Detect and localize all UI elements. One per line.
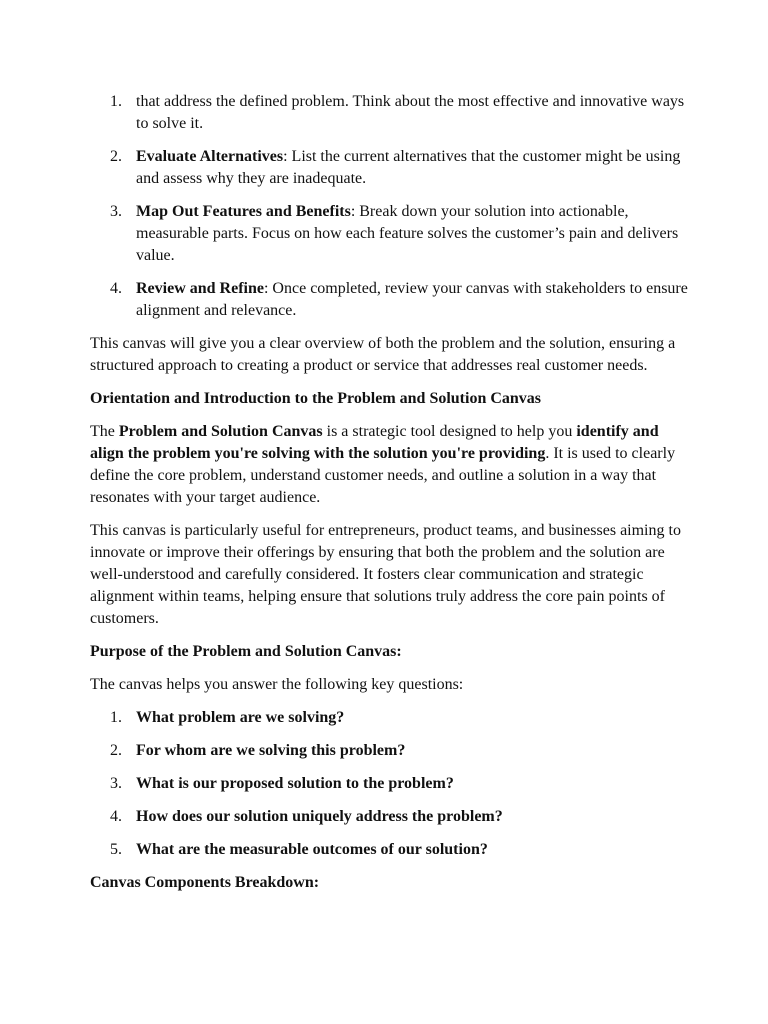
- list-item: [90, 146, 690, 190]
- intro-text-3: . It is used to clearly define the core problem, understand customer needs, and outline a solution in a way that resonates with your target audience.: [90, 445, 676, 506]
- intro-paragraph: [90, 421, 690, 509]
- list-item-term: Review and Refine: [136, 280, 264, 297]
- steps-list: [90, 91, 690, 322]
- list-number: 2.: [110, 148, 122, 165]
- list-item: [90, 91, 690, 135]
- document-page: [90, 91, 690, 905]
- intro-text-2: is a strategic tool designed to help you: [322, 423, 577, 440]
- list-number: 1.: [110, 93, 122, 110]
- list-item-text: : Once completed, review your canvas with stakeholders to ensure alignment and relevance.: [136, 280, 688, 319]
- list-number: 3.: [110, 775, 122, 792]
- list-number: 3.: [110, 203, 122, 220]
- list-number: 5.: [110, 841, 122, 858]
- overview-paragraph: This canvas will give you a clear overview of both the problem and the solution, ensuring a structured approach to creating a product or service that addresses real customer needs.: [90, 335, 676, 374]
- intro-bold-1: Problem and Solution Canvas: [118, 423, 323, 440]
- question-text: What are the measurable outcomes of our solution?: [136, 841, 488, 858]
- list-item: [90, 201, 690, 267]
- list-number: 1.: [110, 709, 122, 726]
- list-number: 2.: [110, 742, 122, 759]
- list-item: [90, 740, 690, 762]
- question-text: What is our proposed solution to the problem?: [136, 775, 454, 792]
- list-item: [90, 839, 690, 861]
- orientation-heading: Orientation and Introduction to the Problem and Solution Canvas: [90, 390, 542, 407]
- purpose-heading: Purpose of the Problem and Solution Canvas:: [90, 643, 402, 660]
- components-heading: Canvas Components Breakdown:: [90, 874, 320, 891]
- usefulness-paragraph: This canvas is particularly useful for entrepreneurs, product teams, and businesses aiming to innovate or improve their offerings by ensuring that both the problem and the solution are well-understood and carefully considered. It fosters clear communication and strategic alignment within teams, helping ensure that solutions truly address the core pain points of customers.: [90, 522, 681, 627]
- list-item: [90, 707, 690, 729]
- question-text: How does our solution uniquely address the problem?: [136, 808, 503, 825]
- questions-intro: The canvas helps you answer the following key questions:: [90, 676, 464, 693]
- list-item-text: that address the defined problem. Think about the most effective and innovative ways to solve it.: [136, 93, 685, 132]
- intro-text-1: The: [90, 423, 119, 440]
- list-item-term: Map Out Features and Benefits: [136, 203, 351, 220]
- list-item-text: : List the current alternatives that the customer might be using and assess why they are inadequate.: [136, 148, 681, 187]
- list-number: 4.: [110, 808, 122, 825]
- intro-bold-2: identify and align the problem you're solving with the solution you're providing: [90, 423, 659, 462]
- question-text: For whom are we solving this problem?: [136, 742, 406, 759]
- list-item: [90, 773, 690, 795]
- list-item-term: Evaluate Alternatives: [136, 148, 284, 165]
- questions-list: [90, 707, 690, 861]
- list-item: [90, 806, 690, 828]
- list-number: 4.: [110, 280, 122, 297]
- list-item-text: : Break down your solution into actionable, measurable parts. Focus on how each feature solves the customer’s pain and delivers value.: [136, 203, 679, 264]
- list-item: [90, 278, 690, 322]
- question-text: What problem are we solving?: [136, 709, 345, 726]
